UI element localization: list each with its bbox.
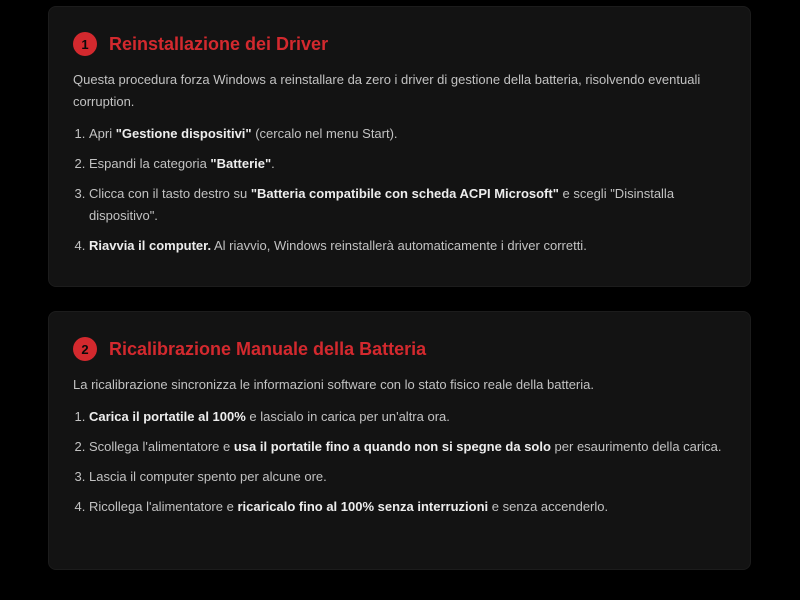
section-intro: La ricalibrazione sincronizza le informazioni software con lo stato fisico reale della batteria.: [73, 377, 594, 392]
section-intro: Questa procedura forza Windows a reinstallare da zero i driver di gestione della batteria, risolvendo eventuali corruption.: [73, 72, 701, 109]
list-item: 3. Clicca con il tasto destro su "Batteria compatibile con scheda ACPI Microsoft" e scegli "Disinstalla dispositivo".: [89, 183, 726, 227]
section-card-driver-reinstall: [48, 6, 751, 287]
section-title: Reinstallazione dei Driver: [109, 33, 329, 54]
section-card-battery-recalibration: [48, 311, 751, 570]
list-item: 3. Lascia il computer spento per alcune ore.: [89, 466, 726, 488]
list-item: 2. Espandi la categoria "Batterie".: [89, 153, 726, 175]
section-header: [73, 31, 726, 57]
list-item: 1. Apri "Gestione dispositivi" (cercalo nel menu Start).: [89, 123, 726, 145]
steps-list: [73, 406, 726, 518]
list-item: 4. Ricollega l'alimentatore e ricaricalo fino al 100% senza interruzioni e senza accenderlo.: [89, 496, 726, 518]
list-item: 4. Riavvia il computer. Al riavvio, Windows reinstallerà automaticamente i driver corretti.: [89, 235, 726, 257]
section-header: [73, 336, 726, 362]
list-item: 1. Carica il portatile al 100% e lascialo in carica per un'altra ora.: [89, 406, 726, 428]
section-title: Ricalibrazione Manuale della Batteria: [109, 338, 427, 359]
steps-list: [73, 123, 726, 257]
step-number-badge: 1: [73, 32, 97, 56]
step-number-badge: 2: [73, 337, 97, 361]
list-item: 2. Scollega l'alimentatore e usa il portatile fino a quando non si spegne da solo per esaurimento della carica.: [89, 436, 726, 458]
